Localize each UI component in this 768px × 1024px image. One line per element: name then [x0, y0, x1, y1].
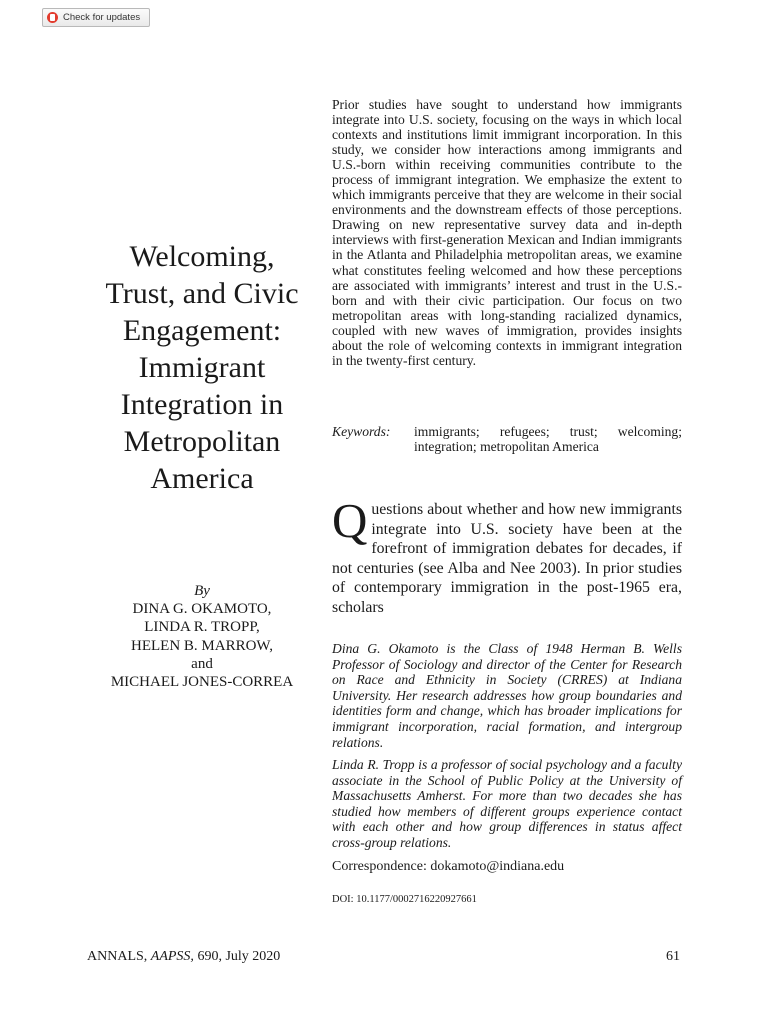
journal-suffix: 690, July 2020 [193, 949, 281, 964]
body-paragraph-text: uestions about whether and how new immigrants integrate into U.S. society have been at the forefront of immigration debates for decades, if not centuries (see Alba and Nee 2003). In prior studies of contemporary immigration in the post-1965 era, scholars [332, 501, 682, 616]
title-line: Metropolitan [123, 425, 281, 458]
journal-citation [87, 948, 280, 965]
journal-prefix: ANNALS, [87, 949, 151, 964]
author-name: LINDA R. TROPP, [144, 619, 260, 636]
crossmark-icon [47, 12, 58, 23]
title-line: Trust, and Civic [105, 277, 299, 310]
author-bio-okamoto: Dina G. Okamoto is the Class of 1948 Herman B. Wells Professor of Sociology and director of the Center for Research on Race and Ethnicity in Society (CRRES) at Indiana University. Her research addresses how group boundaries and identities form and change, which has broader implications for immigrant incorporation, racial formation, and intergroup relations. [332, 641, 682, 750]
author-name: HELEN B. MARROW, [131, 637, 273, 654]
body-paragraph [332, 493, 682, 617]
author-name: DINA G. OKAMOTO, [132, 601, 272, 618]
abstract: Prior studies have sought to understand how immigrants integrate into U.S. society, focusing on the ways in which local contexts and institutions limit immigrant incorporation. In this study, we consider how interactions among immigrants and U.S.-born within receiving communities contribute to the process of immigrant integration. We emphasize the extent to which immigrants perceive that they are welcome in their social environments and the downstream effects of those perceptions. Drawing on new representative survey data and in-depth interviews with first-generation Mexican and Indian immigrants in the Atlanta and Philadelphia metropolitan areas, we examine what constitutes feeling welcomed and how these perceptions are associated with immigrants’ interest and trust in the U.S.-born and with their civic participation. Our focus on two metropolitan areas with long-standing racialized dynamics, coupled with new waves of immigration, provides insights about the role of welcoming contexts in immigrant integration in the twenty-first century. [332, 97, 682, 368]
journal-italic: AAPSS, [150, 949, 194, 964]
byline-by: By [194, 583, 210, 599]
check-for-updates-button[interactable] [42, 8, 150, 27]
title-line: Integration in [120, 388, 284, 421]
drop-cap: Q [332, 493, 368, 548]
article-title [80, 238, 324, 497]
doi-line: DOI: 10.1177/0002716220927661 [332, 894, 477, 905]
title-line: Engagement: [122, 314, 282, 347]
correspondence-line: Correspondence: dokamoto@indiana.edu [332, 859, 565, 874]
author-bio-tropp: Linda R. Tropp is a professor of social psychology and a faculty associate in the School of Public Policy at the University of Massachusetts Amherst. For more than two decades she has studied how members of different groups experience contact with each other and how group differences in status affect cross-group relations. [332, 757, 682, 850]
keywords-text: immigrants; refugees; trust; welcoming; integration; metropolitan America [414, 424, 682, 455]
check-for-updates-label: Check for updates [63, 12, 141, 23]
author-name: MICHAEL JONES-CORREA [110, 674, 294, 691]
author-byline [80, 582, 324, 691]
byline-and: and [191, 655, 213, 672]
keywords [332, 424, 682, 454]
title-line: Immigrant [138, 351, 266, 384]
keywords-label: Keywords: [332, 424, 391, 439]
page-number: 61 [666, 949, 680, 964]
title-line: Welcoming, [129, 240, 275, 273]
title-line: America [150, 462, 254, 495]
